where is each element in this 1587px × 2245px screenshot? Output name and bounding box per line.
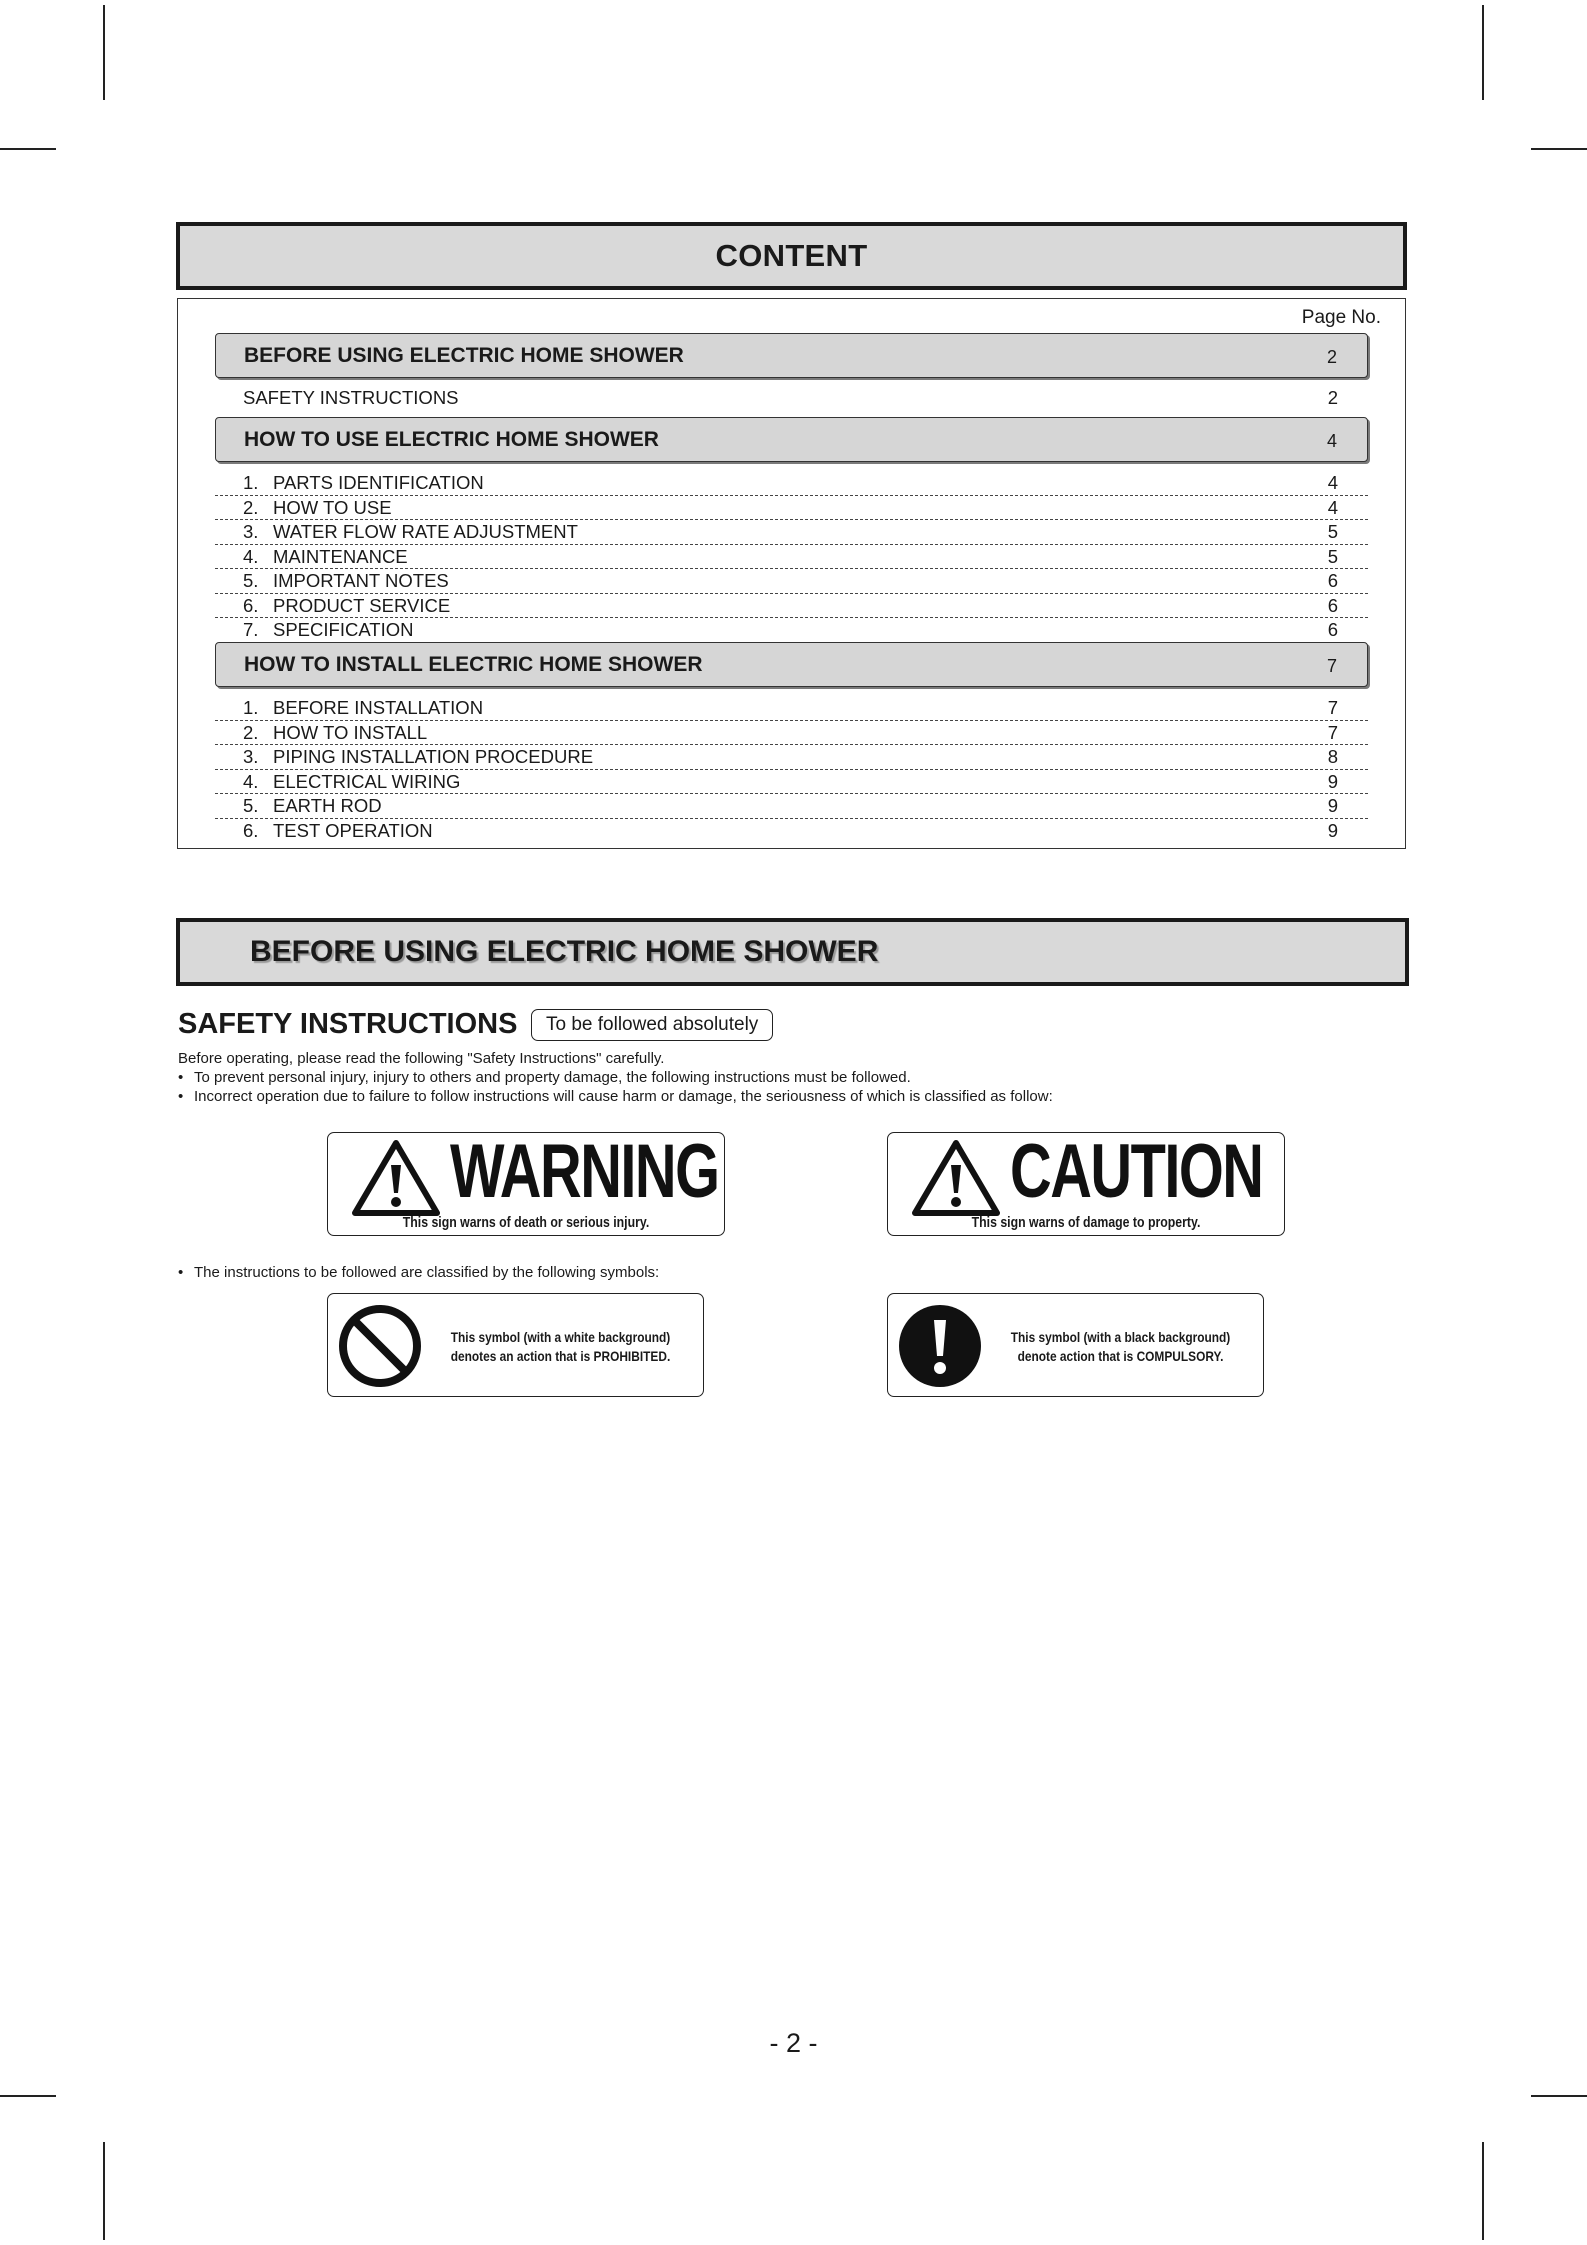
- toc-list-how-to-install: [215, 696, 1368, 842]
- warning-sign: [327, 1129, 725, 1236]
- toc-item-number: 4.: [243, 770, 259, 792]
- toc-section-how-to-use[interactable]: [215, 417, 1368, 462]
- prohibited-icon: [338, 1304, 422, 1388]
- caution-triangle-icon: [912, 1139, 1000, 1217]
- bullet-text: To prevent personal injury, injury to others and property damage, the following instructions must be followed.: [194, 1069, 911, 1086]
- toc-item-label: ELECTRICAL WIRING: [273, 770, 461, 792]
- bullet-symbol: •: [178, 1069, 184, 1086]
- section-header: [176, 918, 1409, 986]
- toc-item-page: 4: [1327, 472, 1338, 493]
- toc-item-page: 6: [1327, 619, 1338, 640]
- toc-item-page: 5: [1327, 545, 1338, 567]
- toc-item[interactable]: [215, 545, 1368, 570]
- crop-mark: [1482, 5, 1484, 100]
- page-no-label: Page No.: [1301, 307, 1381, 328]
- toc-item-number: 3.: [243, 746, 259, 767]
- toc-section-page: 7: [1326, 656, 1337, 676]
- toc-item-label: IMPORTANT NOTES: [273, 570, 449, 591]
- toc-item-page: 2: [1327, 387, 1338, 408]
- crop-mark: [0, 148, 56, 150]
- safety-intro: Before operating, please read the following "Safety Instructions" carefully.: [178, 1050, 665, 1067]
- toc-item-number: 5.: [243, 795, 259, 816]
- toc-item-page: 9: [1327, 819, 1338, 841]
- toc-item[interactable]: [215, 794, 1368, 819]
- toc-item[interactable]: [215, 721, 1368, 746]
- toc-item-number: 6.: [243, 594, 259, 616]
- toc-item-number: 2.: [243, 496, 259, 518]
- toc-item-label: TEST OPERATION: [273, 819, 433, 841]
- prohibited-line-2: denotes an action that is PROHIBITED.: [450, 1348, 671, 1364]
- toc-item-label: HOW TO USE: [273, 496, 392, 518]
- toc-item[interactable]: [215, 770, 1368, 795]
- prohibited-line-1: This symbol (with a white background): [450, 1329, 671, 1345]
- toc-item-label: WATER FLOW RATE ADJUSTMENT: [273, 521, 578, 542]
- toc-item-number: 2.: [243, 721, 259, 743]
- prohibited-symbol-box: [327, 1293, 704, 1397]
- toc-item[interactable]: [215, 569, 1368, 594]
- toc-item-number: 7.: [243, 619, 259, 640]
- compulsory-symbol-box: [887, 1293, 1264, 1397]
- crop-mark: [1531, 2095, 1587, 2097]
- bullet-text: Incorrect operation due to failure to follow instructions will cause harm or damage, the seriousness of which is classified as follow:: [194, 1088, 1053, 1105]
- toc-item-number: 1.: [243, 472, 259, 493]
- toc-item-page: 7: [1327, 697, 1338, 718]
- warning-triangle-icon: [352, 1139, 440, 1217]
- warning-description: This sign warns of death or serious injury.: [402, 1214, 650, 1231]
- toc-section-title: HOW TO USE ELECTRIC HOME SHOWER: [244, 428, 659, 451]
- toc-section-how-to-install[interactable]: [215, 642, 1368, 687]
- toc-item-number: 1.: [243, 697, 259, 718]
- toc-item-page: 8: [1327, 746, 1338, 767]
- toc-list-how-to-use: [215, 471, 1368, 642]
- toc-item-page: 7: [1327, 721, 1338, 743]
- safety-instructions-title: SAFETY INSTRUCTIONS: [178, 1008, 518, 1040]
- caution-description: This sign warns of damage to property.: [971, 1214, 1201, 1231]
- bullet-symbol: •: [178, 1088, 184, 1105]
- toc-item-number: 6.: [243, 819, 259, 841]
- toc-item[interactable]: [215, 696, 1368, 721]
- toc-item[interactable]: [215, 520, 1368, 545]
- toc-item-label: HOW TO INSTALL: [273, 721, 428, 743]
- toc-item-page: 4: [1327, 496, 1338, 518]
- toc-item-number: 3.: [243, 521, 259, 542]
- toc-item-page: 9: [1327, 770, 1338, 792]
- compulsory-description: [1008, 1328, 1233, 1366]
- table-of-contents: [177, 298, 1406, 849]
- crop-mark: [1531, 148, 1587, 150]
- warning-word: WARNING: [450, 1129, 719, 1214]
- toc-item[interactable]: [215, 471, 1368, 496]
- bullet-symbol: •: [178, 1264, 184, 1281]
- toc-item[interactable]: [215, 745, 1368, 770]
- toc-item-label: MAINTENANCE: [273, 545, 408, 567]
- toc-item-label: SPECIFICATION: [273, 619, 414, 640]
- toc-item-label: PRODUCT SERVICE: [273, 594, 451, 616]
- toc-item-number: 5.: [243, 570, 259, 591]
- compulsory-icon: [898, 1304, 982, 1388]
- crop-mark: [0, 2095, 56, 2097]
- caution-sign: [887, 1129, 1285, 1236]
- toc-item-number: 4.: [243, 545, 259, 567]
- bullet-text: The instructions to be followed are classified by the following symbols:: [194, 1264, 660, 1281]
- toc-item-page: 9: [1327, 795, 1338, 816]
- toc-section-title: BEFORE USING ELECTRIC HOME SHOWER: [244, 344, 684, 367]
- toc-item[interactable]: [215, 496, 1368, 521]
- toc-item-label: SAFETY INSTRUCTIONS: [243, 387, 459, 408]
- prohibited-description: [448, 1328, 673, 1366]
- followed-absolutely-tag: To be followed absolutely: [531, 1009, 773, 1041]
- content-header: [176, 222, 1407, 290]
- toc-item-label: BEFORE INSTALLATION: [273, 697, 484, 718]
- toc-item[interactable]: [215, 618, 1368, 642]
- content-title: CONTENT: [715, 238, 868, 273]
- toc-item-page: 5: [1327, 521, 1338, 542]
- toc-section-page: 4: [1326, 431, 1337, 451]
- section-title: BEFORE USING ELECTRIC HOME SHOWER: [250, 935, 879, 968]
- toc-section-page: 2: [1326, 347, 1337, 367]
- crop-mark: [103, 5, 105, 100]
- toc-item-label: EARTH ROD: [273, 795, 382, 816]
- caution-word: CAUTION: [1010, 1129, 1263, 1214]
- crop-mark: [1482, 2142, 1484, 2240]
- compulsory-line-1: This symbol (with a black background): [1010, 1329, 1231, 1345]
- toc-item[interactable]: [215, 594, 1368, 619]
- toc-section-before-using[interactable]: [215, 333, 1368, 378]
- toc-item-label: PARTS IDENTIFICATION: [273, 472, 484, 493]
- toc-item-label: PIPING INSTALLATION PROCEDURE: [273, 746, 594, 767]
- toc-item-safety-instructions[interactable]: [243, 387, 1368, 411]
- toc-item-page: 6: [1327, 594, 1338, 616]
- crop-mark: [103, 2142, 105, 2240]
- page-number: - 2 -: [769, 2028, 818, 2058]
- toc-item[interactable]: [215, 819, 1368, 843]
- toc-section-title: HOW TO INSTALL ELECTRIC HOME SHOWER: [244, 653, 703, 676]
- toc-item-page: 6: [1327, 570, 1338, 591]
- compulsory-line-2: denote action that is COMPULSORY.: [1017, 1348, 1224, 1364]
